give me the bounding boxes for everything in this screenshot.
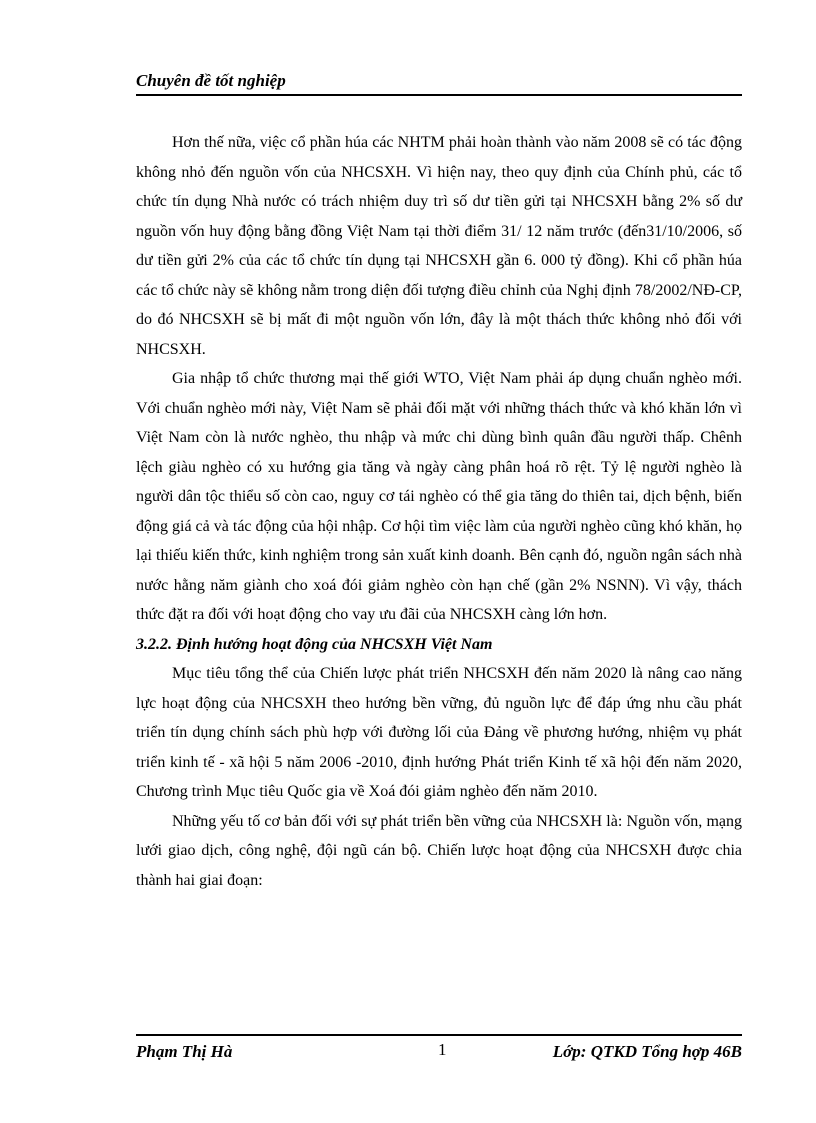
paragraph-1: Hơn thế nữa, việc cổ phần húa các NHTM phải hoàn thành vào năm 2008 sẽ có tác động không nhỏ đến nguồn vốn của NHCSXH. Vì hiện nay, theo quy định của Chính phủ, các tổ chức tín dụng Nhà nước có trách nhiệm duy trì số dư tiền gửi tại NHCSXH bằng 2% số dư nguồn vốn huy động bằng đồng Việt Nam tại thời điểm 31/ 12 năm trước (đến31/10/2006, số dư tiền gửi 2% của các tổ chức tín dụng tại NHCSXH gần 6. 000 tỷ đồng). Khi cổ phần húa các tổ chức này sẽ không nằm trong diện đối tượng điều chỉnh của Nghị định 78/2002/NĐ-CP, do đó NHCSXH sẽ bị mất đi một nguồn vốn lớn, đây là một thách thức không nhỏ đối với NHCSXH.: [136, 134, 742, 358]
document-title: Chuyên đề tốt nghiệp: [136, 71, 286, 90]
page-number: 1: [438, 1040, 447, 1059]
paragraph-2: Gia nhập tổ chức thương mại thế giới WTO, Việt Nam phải áp dụng chuẩn nghèo mới. Với chuẩn nghèo mới này, Việt Nam sẽ phải đối mặt với những thách thức và khó khăn lớn vì Việt Nam còn là nước nghèo, thu nhập và mức chi dùng bình quân đầu người thấp. Chênh lệch giàu nghèo có xu hướng gia tăng và ngày càng phân hoá rõ rệt. Tỷ lệ người nghèo là người dân tộc thiểu số còn cao, nguy cơ tái nghèo có thể gia tăng do thiên tai, dịch bệnh, biến động giá cả và tác động của hội nhập. Cơ hội tìm việc làm của người nghèo cũng khó khăn, họ lại thiếu kiến thức, kinh nghiệm trong sản xuất kinh doanh. Bên cạnh đó, nguồn ngân sách nhà nước hằng năm giành cho xoá đói giảm nghèo còn hạn chế (gần 2% NSNN). Vì vậy, thách thức đặt ra đối với hoạt động cho vay ưu đãi của NHCSXH càng lớn hơn.: [136, 370, 742, 623]
document-body: [136, 128, 742, 895]
paragraph-4: Những yếu tố cơ bản đối với sự phát triển bền vững của NHCSXH là: Nguồn vốn, mạng lưới giao dịch, công nghệ, đội ngũ cán bộ. Chiến lược hoạt động của NHCSXH được chia thành hai giai đoạn:: [136, 812, 742, 889]
page-footer: [136, 1034, 742, 1070]
page-header: [136, 70, 742, 96]
footer-author: Phạm Thị Hà: [136, 1042, 233, 1061]
section-heading: 3.2.2. Định hướng hoạt động của NHCSXH Việt Nam: [136, 635, 493, 653]
footer-class-label: Lớp: QTKD Tổng hợp 46B: [552, 1042, 742, 1061]
paragraph-3: Mục tiêu tổng thể của Chiến lược phát triển NHCSXH đến năm 2020 là nâng cao năng lực hoạt động của NHCSXH theo hướng bền vững, đủ nguồn lực để đáp ứng nhu cầu phát triển tín dụng chính sách phù hợp với đường lối của Đảng về phương hướng, nhiệm vụ phát triển kinh tế - xã hội 5 năm 2006 -2010, định hướng Phát triển Kinh tế xã hội đến năm 2020, Chương trình Mục tiêu Quốc gia về Xoá đói giảm nghèo đến năm 2010.: [136, 665, 742, 800]
